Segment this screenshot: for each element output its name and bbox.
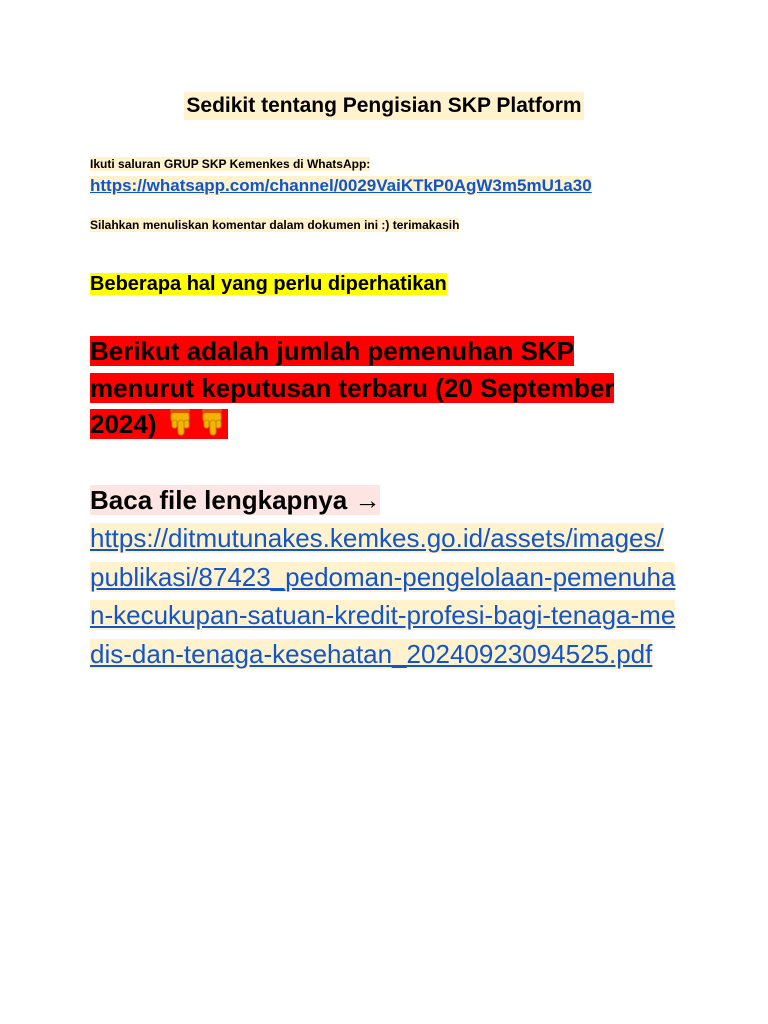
read-file-heading <box>90 483 690 517</box>
comment-note-line <box>90 217 690 233</box>
read-file-heading-text: Baca file lengkapnya → <box>90 485 381 515</box>
whatsapp-channel-link[interactable]: https://whatsapp.com/channel/0029VaiKTkP0AgW3m5mU1a30 <box>90 176 592 195</box>
skp-heading-highlight <box>90 336 614 439</box>
channel-intro-text: Ikuti saluran GRUP SKP Kemenkes di WhatsApp: <box>90 157 371 171</box>
notice-heading <box>90 270 690 298</box>
channel-intro-line <box>90 156 690 172</box>
skp-requirement-heading <box>90 333 670 443</box>
channel-link-line <box>90 174 690 198</box>
page-title: Sedikit tentang Pengisian SKP Platform <box>184 92 583 120</box>
guideline-pdf-link[interactable]: https://ditmutunakes.kemkes.go.id/assets/images/publikasi/87423_pedoman-pengelolaan-pemenuhan-kecukupan-satuan-kredit-profesi-bagi-tenaga-medis-dan-tenaga-kesehatan_20240923094525.pdf <box>90 523 676 669</box>
comment-note-text: Silahkan menuliskan komentar dalam dokumen ini :) terimakasih <box>90 218 460 232</box>
pointing-down-hand-icon <box>166 408 196 438</box>
document-link-block <box>90 519 676 673</box>
pointing-down-hand-icon <box>198 408 228 438</box>
skp-heading-text: Berikut adalah jumlah pemenuhan SKP menurut keputusan terbaru (20 September 2024) <box>90 336 615 439</box>
notice-heading-text: Beberapa hal yang perlu diperhatikan <box>90 273 447 295</box>
title-wrap <box>0 92 768 120</box>
